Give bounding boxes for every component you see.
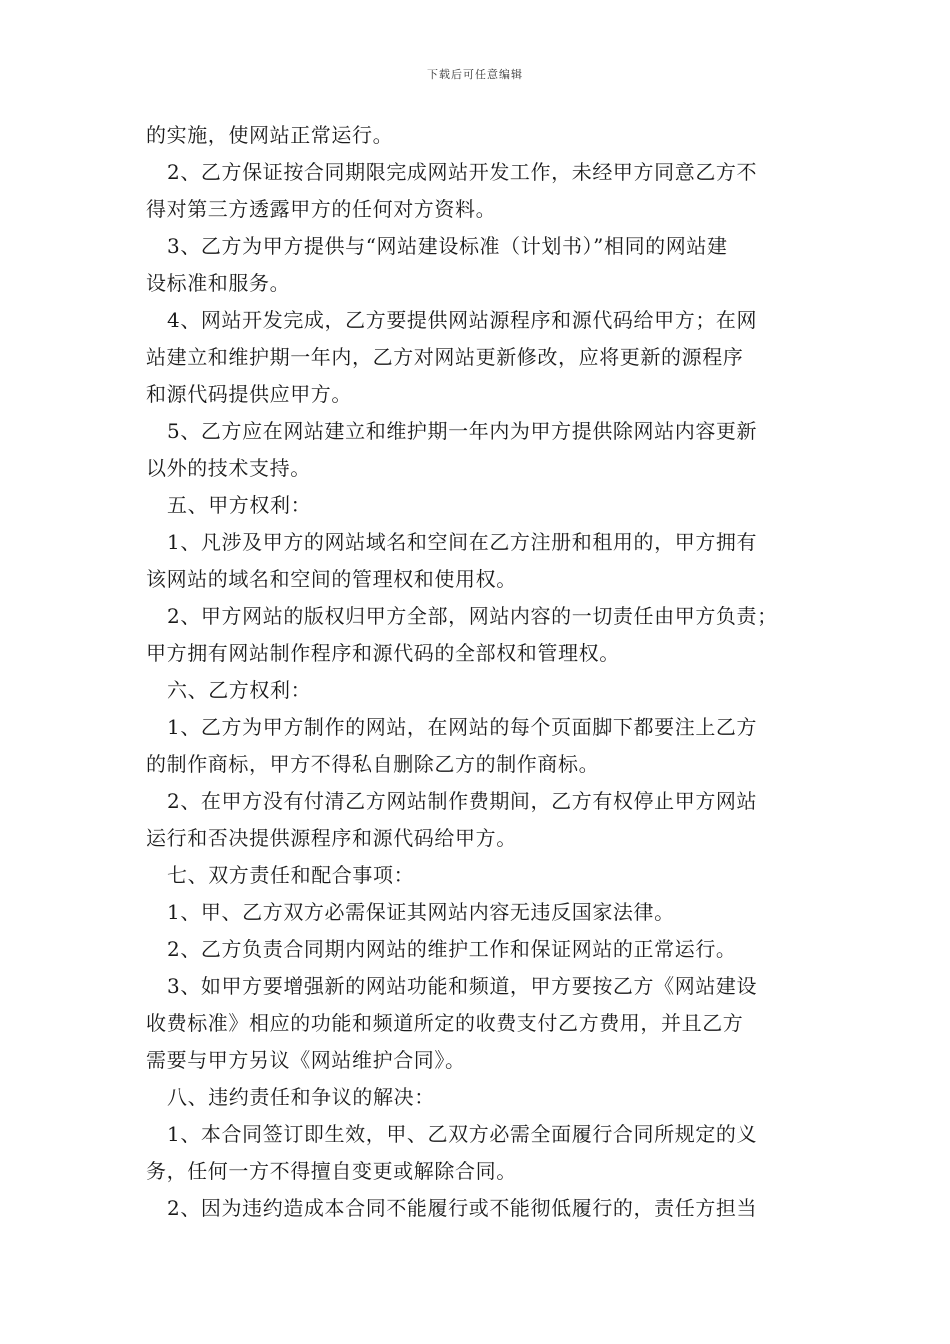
text-line: 2、在甲方没有付清乙方网站制作费期间，乙方有权停止甲方网站 <box>167 789 758 813</box>
text-line: 1、甲、乙方双方必需保证其网站内容无违反国家法律。 <box>167 900 675 924</box>
text-line: 2、乙方保证按合同期限完成网站开发工作，未经甲方同意乙方不 <box>167 160 758 184</box>
text-line: 1、乙方为甲方制作的网站，在网站的每个页面脚下都要注上乙方 <box>167 715 758 739</box>
section-heading: 五、甲方权利： <box>167 493 312 517</box>
section-heading: 六、乙方权利： <box>167 678 312 702</box>
text-line: 2、因为违约造成本合同不能履行或不能彻低履行的，责任方担当 <box>167 1196 758 1220</box>
text-line: 得对第三方透露甲方的任何对方资料。 <box>146 197 497 221</box>
text-line: 设标准和服务。 <box>146 271 291 295</box>
text-line: 4、网站开发完成，乙方要提供网站源程序和源代码给甲方；在网 <box>167 308 758 332</box>
text-line: 1、本合同签订即生效，甲、乙双方必需全面履行合同所规定的义 <box>167 1122 758 1146</box>
page-header-note: 下载后可任意编辑 <box>427 68 523 81</box>
document-body <box>146 117 812 1227</box>
text-line: 站建立和维护期一年内，乙方对网站更新修改，应将更新的源程序 <box>146 345 744 369</box>
text-line: 3、如甲方要增强新的网站功能和频道，甲方要按乙方《网站建设 <box>167 974 758 998</box>
text-line: 该网站的域名和空间的管理权和使用权。 <box>146 567 517 591</box>
text-line: 的制作商标，甲方不得私自删除乙方的制作商标。 <box>146 752 600 776</box>
text-line: 5、乙方应在网站建立和维护期一年内为甲方提供除网站内容更新 <box>167 419 758 443</box>
text-line: 3、乙方为甲方提供与“网站建设标准（计划书）”相同的网站建 <box>167 234 728 258</box>
section-heading: 七、双方责任和配合事项： <box>167 863 415 887</box>
text-line: 和源代码提供应甲方。 <box>146 382 352 406</box>
text-line: 2、乙方负责合同期内网站的维护工作和保证网站的正常运行。 <box>167 937 737 961</box>
section-heading: 八、违约责任和争议的解决： <box>167 1085 435 1109</box>
text-line: 1、凡涉及甲方的网站域名和空间在乙方注册和租用的，甲方拥有 <box>167 530 758 554</box>
text-line: 收费标准》相应的功能和频道所定的收费支付乙方费用，并且乙方 <box>146 1011 744 1035</box>
text-line: 运行和否决提供源程序和源代码给甲方。 <box>146 826 517 850</box>
text-line: 需要与甲方另议《网站维护合同》。 <box>146 1048 466 1072</box>
text-line: 务，任何一方不得擅自变更或解除合同。 <box>146 1159 517 1183</box>
text-line: 以外的技术支持。 <box>146 456 311 480</box>
text-line: 的实施，使网站正常运行。 <box>146 123 394 147</box>
text-line: 甲方拥有网站制作程序和源代码的全部权和管理权。 <box>146 641 620 665</box>
text-line: 2、甲方网站的版权归甲方全部，网站内容的一切责任由甲方负责； <box>167 604 778 628</box>
